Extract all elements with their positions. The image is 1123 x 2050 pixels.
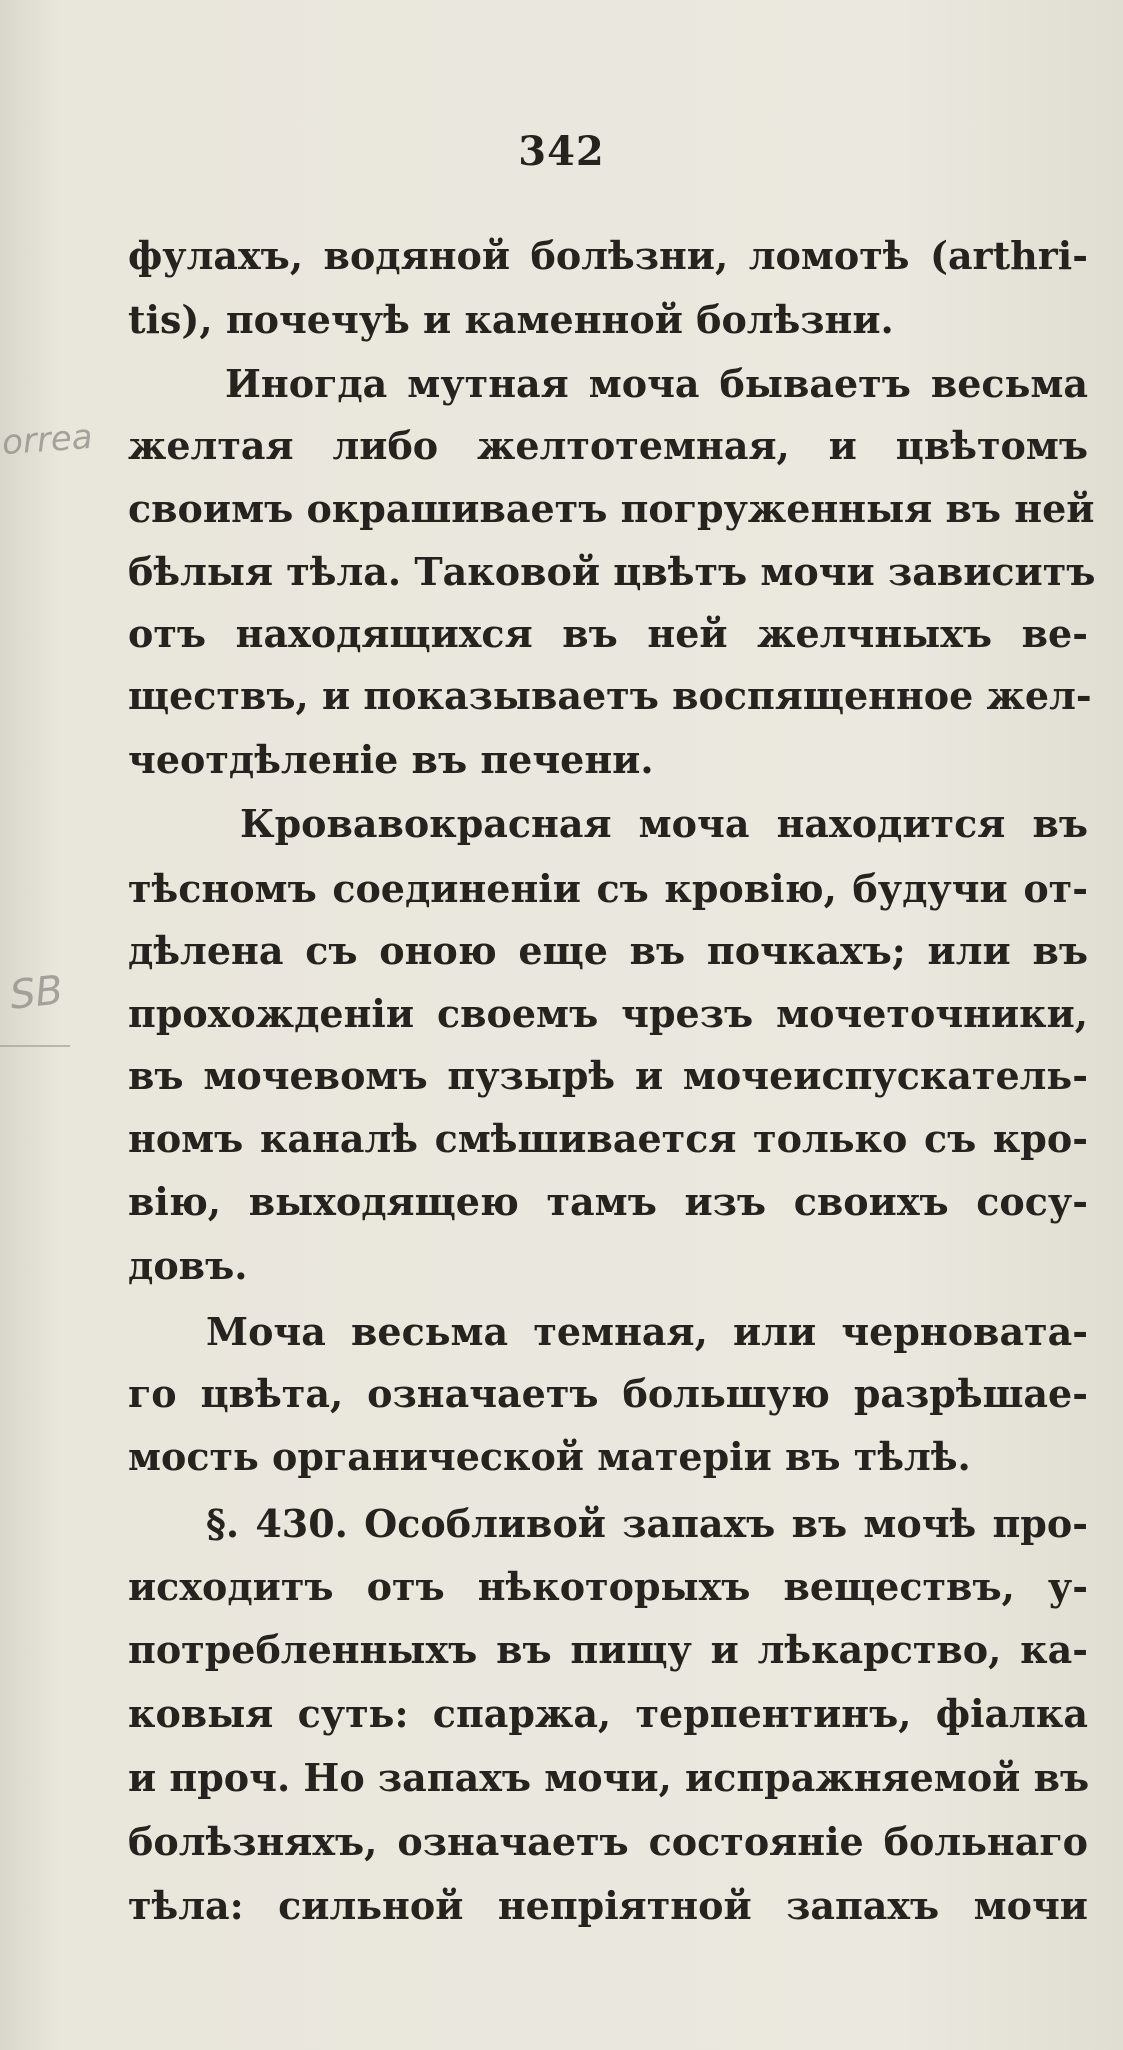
text-line: вію, выходящею тамъ изъ своихъ сосу- bbox=[128, 1179, 1088, 1224]
text-line: фулахъ, водяной болѣзни, ломотѣ (arthri- bbox=[128, 233, 1088, 278]
text-line: го цвѣта, означаетъ большую разрѣшае- bbox=[128, 1371, 1088, 1416]
text-line: номъ каналѣ смѣшивается только съ кро- bbox=[128, 1116, 1088, 1161]
text-line: дѣлена съ оною еще въ почкахъ; или въ bbox=[128, 928, 1088, 973]
text-line: тѣла: сильной непріятной запахъ мочи bbox=[128, 1883, 1088, 1928]
text-line: и проч. Но запахъ мочи, испражняемой въ bbox=[128, 1755, 1090, 1800]
text-line: потребленныхъ въ пищу и лѣкарство, ка- bbox=[128, 1627, 1088, 1672]
text-line: своимъ окрашиваетъ погруженныя въ ней bbox=[128, 486, 1095, 531]
text-line: Моча весьма темная, или черноватa- bbox=[206, 1309, 1088, 1354]
text-line: Кровавокрасная моча находится въ bbox=[240, 801, 1088, 846]
text-line: Иногда мутная моча бываетъ весьма bbox=[225, 361, 1088, 406]
margin-mark bbox=[0, 1045, 70, 1047]
text-line: §. 430. Особливой запахъ въ мочѣ про- bbox=[206, 1501, 1088, 1546]
margin-note: orrea bbox=[0, 416, 94, 464]
text-line: бѣлыя тѣла. Таковой цвѣтъ мочи зависитъ bbox=[128, 549, 1096, 594]
page-number: 342 bbox=[518, 128, 605, 175]
text-line: ществъ, и показываетъ воспященное жел- bbox=[128, 673, 1092, 718]
text-line: tis), почечуѣ и каменной болѣзни. bbox=[128, 297, 894, 342]
text-line: желтая либо желтотемная, и цвѣтомъ bbox=[128, 423, 1088, 468]
text-line: ковыя суть: спаржа, терпентинъ, фіалка bbox=[128, 1691, 1088, 1736]
text-line: довъ. bbox=[128, 1243, 248, 1288]
text-line: чеотдѣленіе въ печени. bbox=[128, 737, 654, 782]
margin-note: SB bbox=[7, 967, 66, 1019]
text-line: мость органической матеріи въ тѣлѣ. bbox=[128, 1434, 971, 1479]
text-line: болѣзняхъ, означаетъ состояніе больнаго bbox=[128, 1819, 1088, 1864]
text-line: исходитъ отъ нѣкоторыхъ веществъ, у- bbox=[128, 1564, 1088, 1609]
text-line: въ мочевомъ пузырѣ и мочеиспускатель- bbox=[128, 1053, 1088, 1098]
text-line: прохожденіи своемъ чрезъ мочеточники, bbox=[128, 991, 1088, 1036]
text-line: отъ находящихся въ ней желчныхъ ве- bbox=[128, 611, 1088, 656]
text-line: тѣсномъ соединеніи съ кровію, будучи от- bbox=[128, 866, 1088, 911]
